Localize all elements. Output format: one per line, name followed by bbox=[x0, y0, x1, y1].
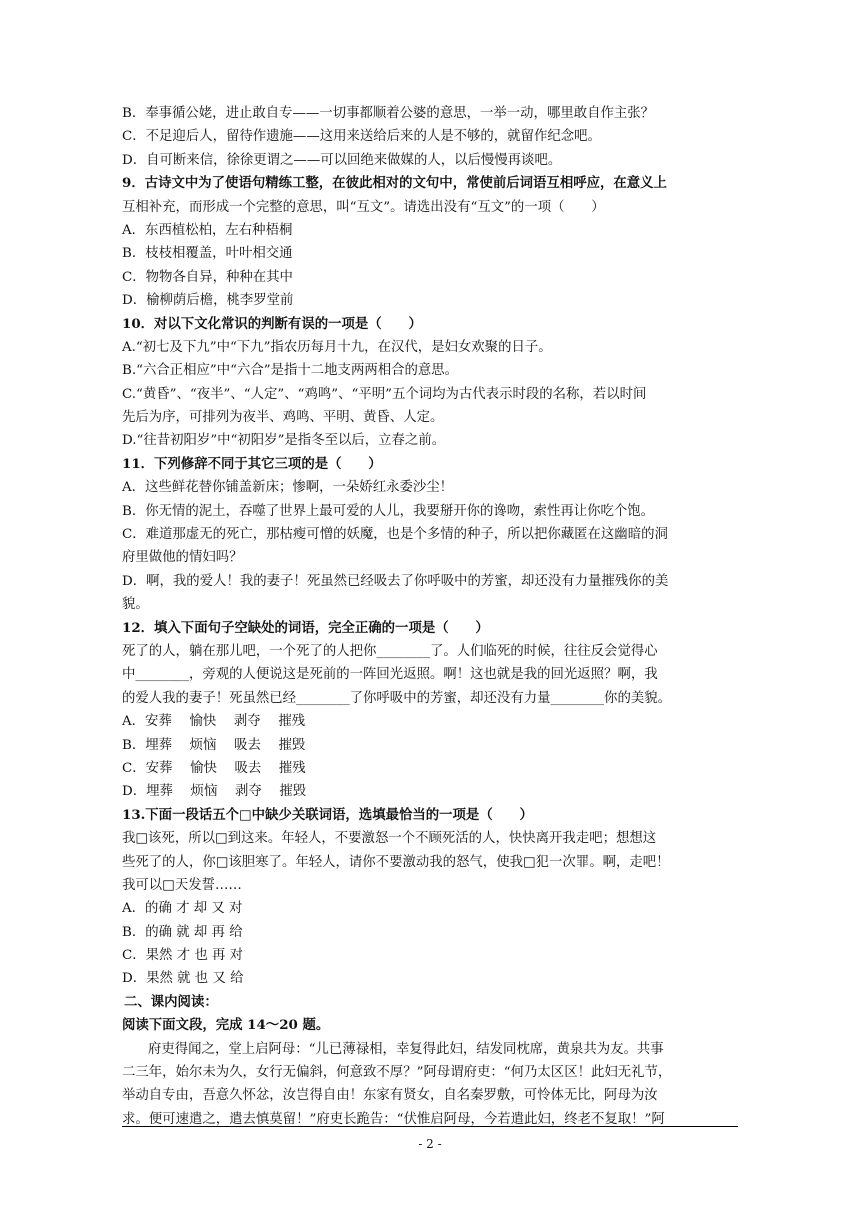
text-line: A．这些鲜花替你铺盖新床；惨啊，一朵娇红永委沙尘！ bbox=[122, 480, 454, 496]
text-line: A．东西植松柏，左右种梧桐 bbox=[122, 222, 293, 238]
text-line: 我□该死，所以□到这来。年轻人，不要激怒一个不顾死活的人，快快离开我走吧；想想这 bbox=[122, 831, 657, 847]
text-line: 10．对以下文化常识的判断有误的一项是（ ） bbox=[122, 315, 422, 332]
text-line: 阅读下面文段，完成 14～20 题。 bbox=[122, 1017, 330, 1034]
text-line: B．埋葬 烦恼 吸去 摧毁 bbox=[122, 737, 306, 753]
text-line: C．物物各自异，种种在其中 bbox=[122, 269, 293, 285]
text-line: 先后为序，可排列为夜半、鸡鸣、平明、黄昏、人定。 bbox=[122, 410, 444, 426]
text-line: 13.下面一段话五个□中缺少关联词语，选填最恰当的一项是（ ） bbox=[122, 806, 533, 823]
text-line: 的爱人我的妻子！死虽然已经________了你呼吸中的芳蜜，却还没有力量________你的美貌。 bbox=[122, 690, 672, 706]
text-line: D．埋葬 烦恼 剥夺 摧毁 bbox=[122, 784, 307, 800]
text-line: 举动自专由，吾意久怀忿，汝岂得自由！东家有贤女，自名秦罗敷，可怜体无比，阿母为汝 bbox=[122, 1088, 658, 1104]
text-line: A．安葬 愉快 剥夺 摧残 bbox=[122, 714, 306, 730]
text-line: C．安葬 愉快 吸去 摧残 bbox=[122, 760, 306, 776]
text-line: 些死了的人，你□该胆寒了。年轻人，请你不要激动我的怒气，使我□犯一次罪。啊，走吧！ bbox=[122, 854, 670, 870]
text-line: C．果然 才 也 再 对 bbox=[122, 948, 244, 964]
text-line: A.“初七及下九”中“下九”指农历每月十九，在汉代，是妇女欢聚的日子。 bbox=[122, 339, 552, 355]
text-line: 12．填入下面句子空缺处的词语，完全正确的一项是（ ） bbox=[122, 619, 489, 636]
text-line: C．不足迎后人，留待作遗施——这用来送给后来的人是不够的，就留作纪念吧。 bbox=[122, 129, 601, 145]
text-line: 9．古诗文中为了使语句精练工整，在彼此相对的文句中，常使前后词语互相呼应，在意义上 bbox=[122, 175, 667, 192]
text-line: D．榆柳荫后檐，桃李罗堂前 bbox=[122, 293, 294, 309]
text-line: D．果然 就 也 又 给 bbox=[122, 971, 244, 987]
text-line: 二、课内阅读： bbox=[124, 993, 218, 1010]
text-line: B．奉事循公姥，进止敢自专——一切事都顺着公婆的意思，一举一动，哪里敢自作主张？ bbox=[122, 106, 655, 121]
text-line: C．难道那虚无的死亡，那枯瘦可憎的妖魔，也是个多情的种子，所以把你藏匿在这幽暗的洞 bbox=[122, 527, 668, 543]
text-line: D．自可断来信，徐徐更谓之——可以回绝来做媒的人，以后慢慢再谈吧。 bbox=[122, 152, 562, 168]
document-body bbox=[122, 102, 740, 1131]
text-line: 求。便可速遣之，遣去慎莫留！”府吏长跪告：“伏惟启阿母，今若遣此妇，终老不复取！”阿 bbox=[122, 1111, 665, 1127]
text-line: 二三年，始尔未为久，女行无偏斜，何意致不厚？”阿母谓府吏：“何乃太区区！此妇无礼节， bbox=[122, 1065, 672, 1081]
text-line: 死了的人，躺在那儿吧，一个死了的人把你________了。人们临死的时候，往往反会觉得心 bbox=[122, 643, 658, 659]
text-line: B．枝枝相覆盖，叶叶相交通 bbox=[122, 246, 293, 262]
text-line: B．你无情的泥土，吞噬了世界上最可爱的人儿，我要掰开你的谗吻，索性再让你吃个饱。 bbox=[122, 503, 655, 519]
text-line: B.“六合正相应”中“六合”是指十二地支两两相合的意思。 bbox=[122, 363, 459, 379]
text-line: 中________，旁观的人便说这是死前的一阵回光返照。啊！这也就是我的回光返照？啊，我 bbox=[122, 667, 658, 683]
footer-rule bbox=[122, 1126, 738, 1127]
text-line: C.“黄昏”、“夜半”、“人定”、“鸡鸣”、“平明”五个词均为古代表示时段的名称，若以时间 bbox=[122, 386, 647, 402]
text-line: 府里做他的情妇吗？ bbox=[122, 550, 243, 566]
text-line: A．的确 才 却 又 对 bbox=[122, 901, 243, 917]
page-number: - 2 - bbox=[418, 1137, 442, 1151]
text-line: D.“往昔初阳岁”中“初阳岁”是指冬至以后，立春之前。 bbox=[122, 433, 446, 449]
text-line: 互相补充，而形成一个完整的意思，叫“互文”。请选出没有“互文”的一项（ ） bbox=[122, 199, 605, 215]
text-line: 貌。 bbox=[122, 597, 149, 613]
text-line: B．的确 就 却 再 给 bbox=[122, 924, 243, 940]
text-line: D．啊，我的爱人！我的妻子！死虽然已经吸去了你呼吸中的芳蜜，却还没有力量摧残你的美 bbox=[122, 573, 669, 589]
text-line: 11．下列修辞不同于其它三项的是（ ） bbox=[122, 455, 382, 472]
text-line: 府吏得闻之，堂上启阿母：“儿已薄禄相，幸复得此妇，结发同枕席，黄泉共为友。共事 bbox=[148, 1041, 664, 1057]
text-line: 我可以□天发誓…… bbox=[122, 877, 242, 893]
